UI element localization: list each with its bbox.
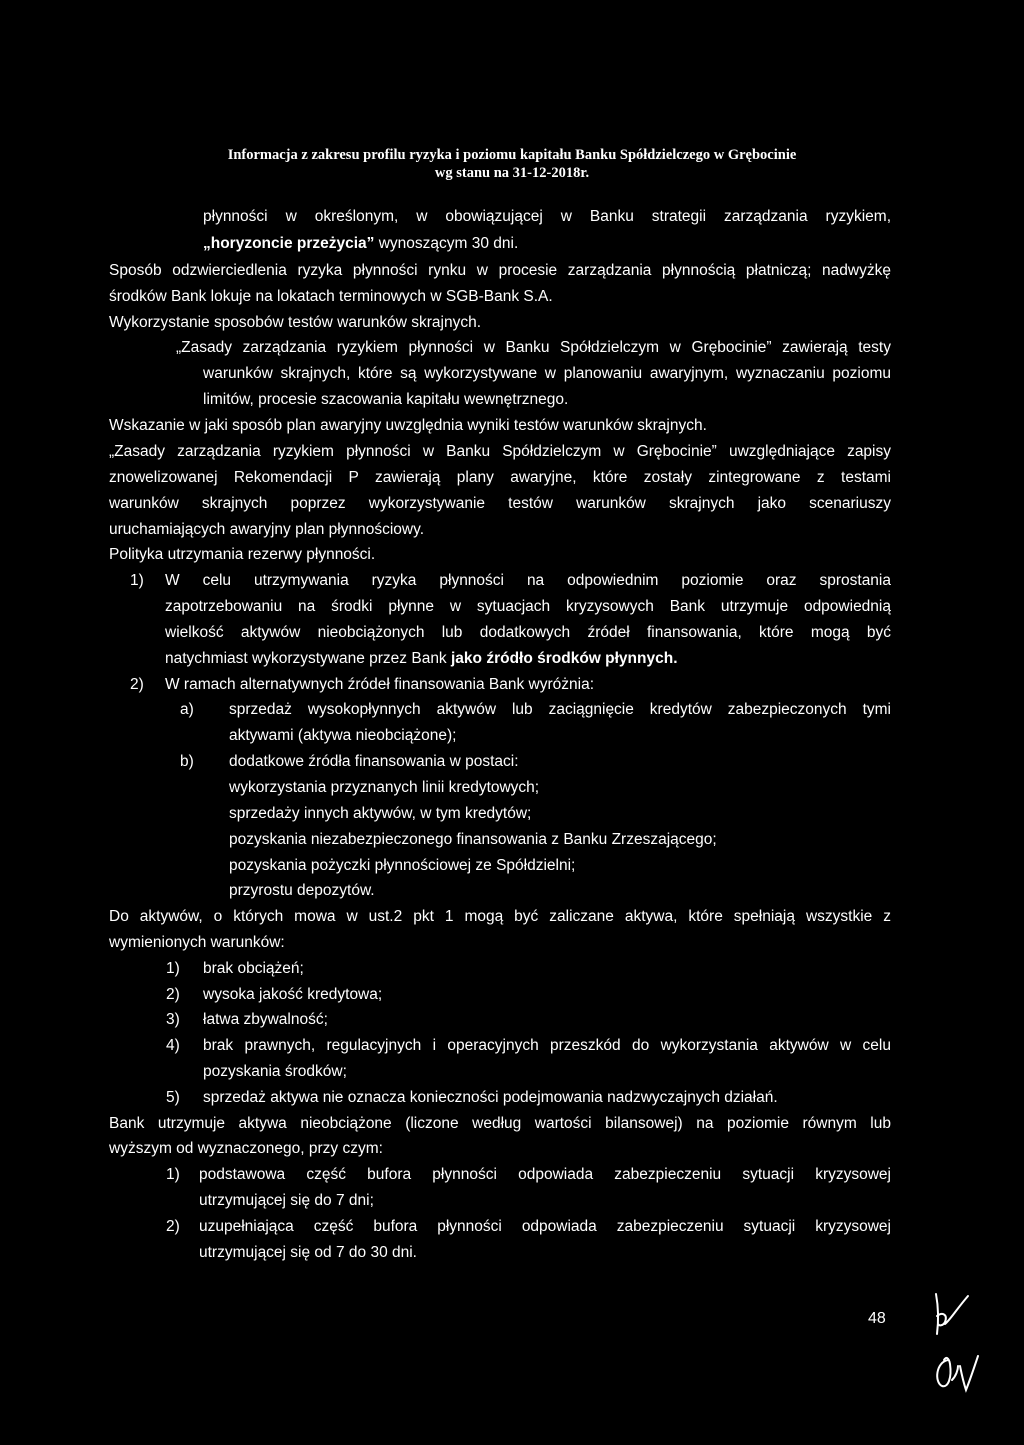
list-number: 1): [130, 572, 144, 589]
sublist-subitem: przyrostu depozytów.: [229, 882, 375, 899]
list-item-text: brak obciążeń;: [203, 960, 304, 977]
list-number: 2): [166, 1218, 180, 1235]
list-number: 2): [130, 676, 144, 693]
text-line: Bank utrzymuje aktywa nieobciążone (liczone według wartości bilansowej) na poziomie równym lub: [109, 1115, 891, 1132]
text-line: środków Bank lokuje na lokatach terminowych w SGB-Bank S.A.: [109, 288, 553, 305]
text-line: wyższym od wyznaczonego, przy czym:: [109, 1140, 383, 1157]
signature-initials-2: [930, 1352, 982, 1396]
list-number: 2): [166, 986, 180, 1003]
header-title: Informacja z zakresu profilu ryzyka i poziomu kapitału Banku Spółdzielczego w Grębocinie: [227, 147, 797, 163]
list-item-text: brak prawnych, regulacyjnych i operacyjnych przeszkód do wykorzystania aktywów w celu: [203, 1037, 891, 1054]
list-item-text: sprzedaż aktywa nie oznacza konieczności podejmowania nadzwyczajnych działań.: [203, 1089, 778, 1106]
list-item-text: uzupełniająca część bufora płynności odpowiada zabezpieczeniu sytuacji kryzysowej: [199, 1218, 891, 1235]
text-line: wymienionych warunków:: [109, 934, 285, 951]
list-item-text: łatwa zbywalność;: [203, 1011, 328, 1028]
signature-initials-1: [928, 1290, 976, 1340]
sublist-letter: a): [180, 701, 194, 718]
text-line: uruchamiających awaryjny plan płynnościowy.: [109, 521, 425, 538]
sublist-text: aktywami (aktywa nieobciążone);: [229, 727, 457, 744]
list-number: 3): [166, 1011, 180, 1028]
sublist-subitem: pozyskania pożyczki płynnościowej ze Spółdzielni;: [229, 857, 576, 874]
list-item-text: W celu utrzymywania ryzyka płynności na odpowiednim poziomie oraz sprostania: [165, 572, 891, 589]
list-item-text: wielkość aktywów nieobciążonych lub dodatkowych źródeł finansowania, które mogą być: [165, 624, 891, 641]
sublist-subitem: pozyskania niezabezpieczonego finansowania z Banku Zrzeszającego;: [229, 831, 717, 848]
text-line: „Zasady zarządzania ryzykiem płynności w Banku Spółdzielczym w Grębocinie” zawierają testy: [176, 339, 891, 356]
sublist-subitem: wykorzystania przyznanych linii kredytowych;: [229, 779, 540, 796]
text-line: warunków skrajnych, które są wykorzystywane w planowaniu awaryjnym, wyznaczaniu poziomu: [203, 365, 891, 382]
list-item-text: utrzymującej się od 7 do 30 dni.: [199, 1244, 417, 1261]
text-line: Sposób odzwierciedlenia ryzyka płynności rynku w procesie zarządzania płynnością płatniczą; nadwyżkę: [109, 262, 891, 279]
section-heading: Polityka utrzymania rezerwy płynności.: [109, 546, 376, 563]
text-line: warunków skrajnych poprzez wykorzystywanie testów warunków skrajnych jako scenariuszy: [109, 495, 891, 512]
text-line: znowelizowanej Rekomendacji P zawierają plany awaryjne, które zostały zintegrowane z testami: [109, 469, 891, 486]
list-item-text: wysoka jakość kredytowa;: [203, 986, 383, 1003]
sublist-text: dodatkowe źródła finansowania w postaci:: [229, 753, 519, 770]
sublist-text: sprzedaż wysokopłynnych aktywów lub zaciągnięcie kredytów zabezpieczonych tymi: [229, 701, 891, 718]
text-line: płynności w określonym, w obowiązującej w Banku strategii zarządzania ryzykiem,: [203, 208, 891, 225]
header-date: wg stanu na 31-12-2018r.: [434, 165, 590, 181]
text-line: Do aktywów, o których mowa w ust.2 pkt 1 mogą być zaliczane aktywa, które spełniają wszystkie z: [109, 908, 891, 925]
sublist-letter: b): [180, 753, 194, 770]
list-item-text: podstawowa część bufora płynności odpowiada zabezpieczeniu sytuacji kryzysowej: [199, 1166, 891, 1183]
list-number: 5): [166, 1089, 180, 1106]
section-heading: Wskazanie w jaki sposób plan awaryjny uwzględnia wyniki testów warunków skrajnych.: [109, 417, 707, 434]
sublist-subitem: sprzedaży innych aktywów, w tym kredytów;: [229, 805, 532, 822]
section-heading: Wykorzystanie sposobów testów warunków skrajnych.: [109, 314, 482, 331]
list-number: 4): [166, 1037, 180, 1054]
list-item-text: natychmiast wykorzystywane przez Bank jako źródło środków płynnych.: [165, 650, 678, 667]
document-header: [0, 146, 1024, 182]
text-line: limitów, procesie szacowania kapitału wewnętrznego.: [203, 391, 569, 408]
emphasis-text: jako źródło środków płynnych.: [451, 650, 678, 667]
list-item-text: utrzymującej się do 7 dni;: [199, 1192, 374, 1209]
page-number: 48: [868, 1310, 886, 1327]
list-item-text: pozyskania środków;: [203, 1063, 347, 1080]
horizon-term: „horyzoncie przeżycia”: [203, 235, 375, 252]
list-item-text: W ramach alternatywnych źródeł finansowania Bank wyróżnia:: [165, 676, 595, 693]
list-item-text: zapotrzebowaniu na środki płynne w sytuacjach kryzysowych Bank utrzymuje odpowiednią: [165, 598, 891, 615]
list-number: 1): [166, 960, 180, 977]
text-line: „horyzoncie przeżycia” wynoszącym 30 dni.: [203, 235, 519, 252]
list-number: 1): [166, 1166, 180, 1183]
text-line: „Zasady zarządzania ryzykiem płynności w Banku Spółdzielczym w Grębocinie” uwzględniające zapisy: [109, 443, 891, 460]
